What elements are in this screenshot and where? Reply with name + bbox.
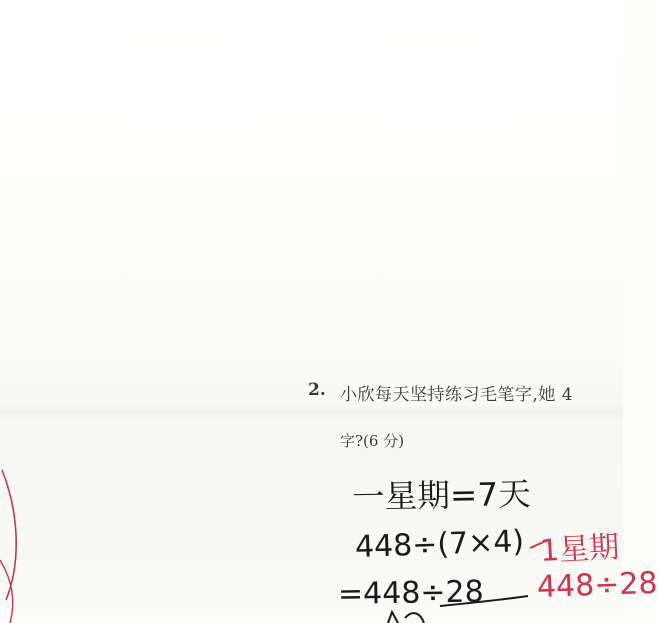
paper-fold-shadow: [0, 405, 623, 419]
red-correction-line2: 448÷28: [536, 565, 658, 605]
handwritten-line-division: 448÷(7×4): [354, 524, 525, 565]
handwritten-line-result: =448÷28: [337, 574, 485, 612]
question-text-line1: 小欣每天坚持练习毛笔字,她 4: [340, 385, 574, 405]
red-margin-arc-icon: [2, 470, 16, 600]
next-line-scribble-icon: [388, 612, 424, 623]
red-correction-line1: 1星期: [539, 529, 621, 569]
handwritten-line-week-days: 一星期=7天: [351, 474, 532, 516]
question-number: 2.: [308, 380, 326, 400]
red-margin-arc-lower-icon: [0, 560, 13, 623]
question-text-line2: 字?(6 分): [340, 432, 405, 450]
